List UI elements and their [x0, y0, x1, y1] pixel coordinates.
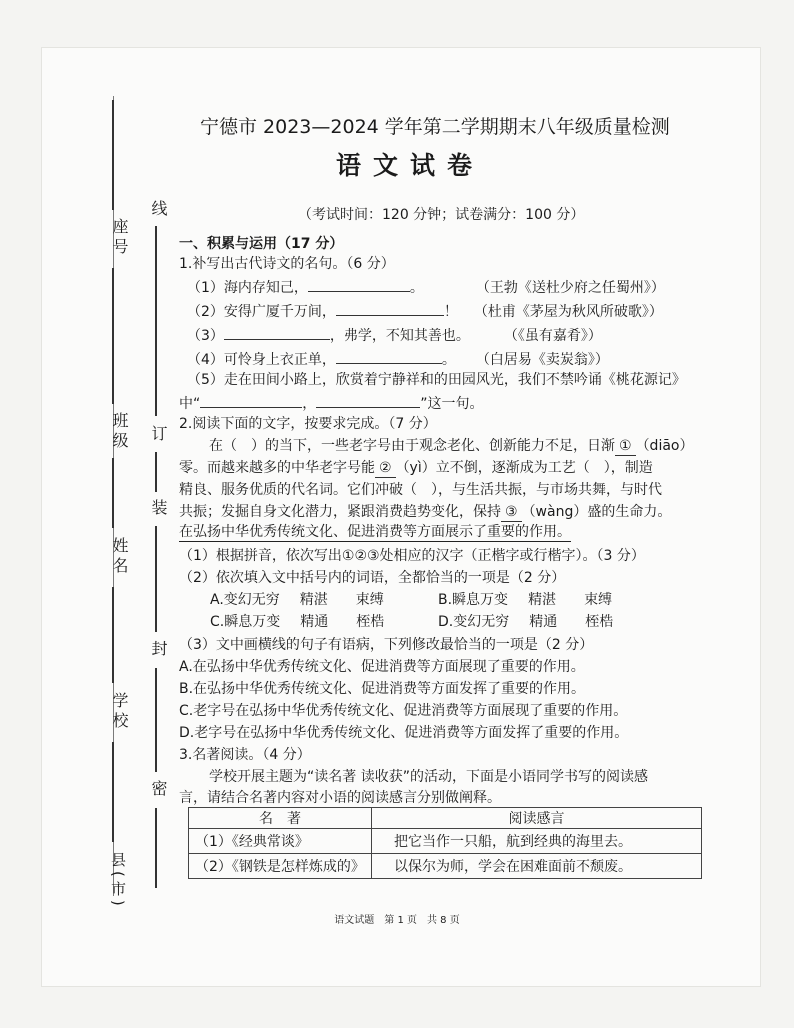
- section-heading: 一、积累与运用（17 分）: [179, 236, 344, 252]
- q1-item-2: （2）安得广厦千万间， ！ （杜甫《茅屋为秋风所破歌》）: [187, 301, 663, 321]
- seat-label: 座号: [110, 218, 129, 258]
- cut-zhuang-label: 装: [149, 499, 168, 519]
- q1-item-1: （1）海内存知己， 。 （王勃《送杜少府之任蜀州》）: [187, 277, 665, 297]
- cut-line-seg: [155, 452, 157, 492]
- fix-option-a[interactable]: A.在弘扬中华优秀传统文化、促进消费等方面展现了重要的作用。: [179, 659, 585, 675]
- class-blank[interactable]: [112, 268, 114, 404]
- book-cell: （2）《钢铁是怎样炼成的》: [189, 854, 372, 879]
- q2-passage-line: 零。而越来越多的中华老字号能 ② （yì）立不倒，逐渐成为工艺（ ），制造: [179, 460, 653, 476]
- table-row: [189, 829, 702, 854]
- name-label: 姓名: [110, 537, 129, 577]
- page-footer: 语文试题 第 1 页 共 8 页: [334, 915, 460, 926]
- q2-sub1: （1）根据拼音，依次写出①②③处相应的汉字（正楷字或行楷字）。（3 分）: [179, 548, 645, 564]
- answer-blank[interactable]: [224, 325, 330, 340]
- answer-blank[interactable]: [200, 393, 302, 408]
- q2-stem: 2.阅读下面的文字，按要求完成。（7 分）: [179, 416, 437, 432]
- q1-item-4: （4）可怜身上衣正单， 。 （白居易《卖炭翁》）: [187, 349, 609, 369]
- fix-option-c[interactable]: C.老字号在弘扬中华优秀传统文化、促进消费等方面展现了重要的作用。: [179, 703, 628, 719]
- q2-sub3: （3）文中画横线的句子有语病，下列修改最恰当的一项是（2 分）: [179, 637, 594, 653]
- option-c[interactable]: C.瞬息万变 精通 桎梏: [210, 614, 385, 630]
- cut-line-seg: [155, 808, 157, 888]
- option-b[interactable]: B.瞬息万变 精湛 束缚: [438, 592, 613, 608]
- q1-item-3: （3） ，弗学，不知其善也。 （《虽有嘉肴》）: [187, 325, 602, 345]
- option-a[interactable]: A.变幻无穷 精湛 束缚: [210, 592, 384, 608]
- q2-passage-line: 精良、服务优质的代名词。它们冲破（ ），与生活共振，与市场共舞，与时代: [179, 482, 662, 498]
- q2-sub2: （2）依次填入文中括号内的词语，全都恰当的一项是（2 分）: [179, 570, 566, 586]
- cut-line-label: 线: [149, 200, 168, 220]
- q3-intro: 学校开展主题为“读名著 读收获”的活动，下面是小语同学书写的阅读感: [209, 769, 648, 785]
- cut-feng-label: 封: [149, 640, 168, 660]
- table-row: [189, 854, 702, 879]
- reading-notes-table: [188, 807, 702, 879]
- q1-item-5: （5）走在田间小路上，欣赏着宁静祥和的田园风光，我们不禁吟诵《桃花源记》: [187, 372, 686, 388]
- col-header-book: 名 著: [189, 808, 372, 829]
- q1-item-5-cont: 中“ ， ”这一句。: [179, 393, 484, 413]
- cut-line-seg: [155, 526, 157, 632]
- answer-blank[interactable]: [336, 349, 442, 364]
- fill-blank-1[interactable]: ①: [615, 437, 636, 456]
- exam-subtitle: 语文试卷: [336, 151, 485, 180]
- cut-mi-label: 密: [149, 780, 168, 800]
- fix-option-b[interactable]: B.在弘扬中华优秀传统文化、促进消费等方面发挥了重要的作用。: [179, 681, 586, 697]
- answer-blank[interactable]: [336, 301, 444, 316]
- q1-stem: 1.补写出古代诗文的名句。（6 分）: [179, 256, 395, 272]
- note-cell: 以保尔为师，学会在困难面前不颓废。: [372, 854, 702, 879]
- class-label: 班级: [110, 412, 129, 452]
- book-cell: （1）《经典常谈》: [189, 829, 372, 854]
- q2-passage-line: 在（ ）的当下，一些老字号由于观念老化、创新能力不足，日渐 ① （diāo）: [209, 438, 694, 454]
- school-blank[interactable]: [112, 587, 114, 683]
- seat-blank[interactable]: [112, 100, 114, 210]
- table-header-row: [189, 808, 702, 829]
- option-d[interactable]: D.变幻无穷 精通 桎梏: [438, 614, 614, 630]
- note-cell: 把它当作一只船，航到经典的海里去。: [372, 829, 702, 854]
- school-label: 学校: [110, 692, 129, 732]
- col-header-note: 阅读感言: [372, 808, 702, 829]
- fill-blank-3[interactable]: ③: [501, 503, 522, 522]
- cut-line-seg: [155, 226, 157, 416]
- fix-option-d[interactable]: D.老字号在弘扬中华优秀传统文化、促进消费等方面发挥了重要的作用。: [179, 725, 629, 741]
- q3-intro: 言，请结合名著内容对小语的阅读感言分别做阐释。: [179, 790, 501, 806]
- fill-blank-2[interactable]: ②: [375, 459, 396, 478]
- exam-title: 宁德市 2023—2024 学年第二学期期末八年级质量检测: [200, 116, 670, 138]
- exam-info: （考试时间：120 分钟；试卷满分：100 分）: [298, 207, 585, 223]
- cut-line-seg: [155, 668, 157, 772]
- q2-passage-line: 共振；发掘自身文化潜力，紧跟消费趋势变化，保持 ③ （wàng）盛的生命力。: [179, 504, 672, 520]
- name-blank[interactable]: [112, 458, 114, 528]
- county-label: 县(市): [109, 852, 127, 910]
- cut-ding-label: 订: [149, 425, 168, 445]
- answer-blank[interactable]: [316, 393, 420, 408]
- q2-underlined-sentence: 在弘扬中华优秀传统文化、促进消费等方面展示了重要的作用。: [179, 524, 571, 540]
- answer-blank[interactable]: [308, 277, 410, 292]
- county-blank[interactable]: [112, 742, 114, 842]
- q3-stem: 3.名著阅读。（4 分）: [179, 747, 311, 763]
